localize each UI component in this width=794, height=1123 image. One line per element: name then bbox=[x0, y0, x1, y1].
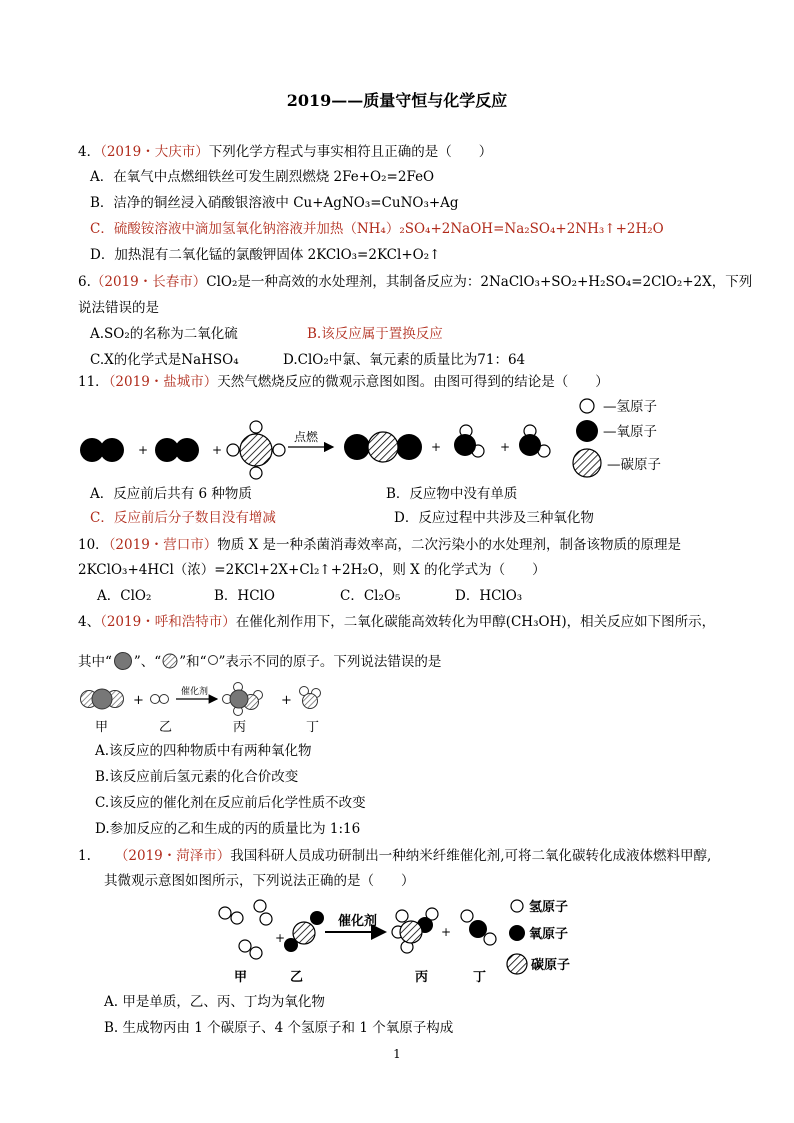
question-source: （2019・长春市） bbox=[90, 274, 207, 290]
question-10-stem-cont: 2KClO₃+4HCl（浓）=2KCl+2X+Cl₂↑+2H₂O，则 X 的化学式为（ ） bbox=[78, 562, 546, 578]
white-atom-icon bbox=[207, 654, 219, 666]
plus-sign: + bbox=[212, 443, 223, 457]
question-4b-stem bbox=[78, 613, 715, 631]
plus-sign: + bbox=[431, 440, 442, 454]
question-number: 6. bbox=[78, 274, 91, 290]
option-b: B．反应物中没有单质 bbox=[386, 486, 518, 502]
question-text: ClO₂是一种高效的水处理剂，其制备反应为：2NaClO₃+SO₂+H₂SO₄=2ClO₂+2X，下列 bbox=[206, 274, 753, 290]
option-d: D．加热混有二氧化锰的氯酸钾固体 2KClO₃=2KCl+O₂↑ bbox=[90, 247, 441, 263]
question-10-stem bbox=[78, 536, 681, 554]
legend-hydrogen: 氢原子 bbox=[529, 900, 569, 915]
question-text: 物质 X 是一种杀菌消毒效率高，二次污染小的水处理剂，制备该物质的原理是 bbox=[217, 537, 681, 553]
option-a: A．反应前后共有 6 种物质 bbox=[90, 486, 252, 502]
question-source: （2019・呼和浩特市） bbox=[100, 614, 236, 630]
page-title: 2019——质量守恒与化学反应 bbox=[286, 91, 508, 110]
option-c: C．反应前后分子数目没有增减 bbox=[90, 510, 276, 526]
carbon-atom-icon bbox=[573, 449, 601, 477]
option-b: B.该反应属于置换反应 bbox=[307, 326, 443, 342]
option-c: C.该反应的催化剂在反应前后化学性质不改变 bbox=[95, 795, 366, 811]
option-b: B．洁净的铜丝浸入硝酸银溶液中 Cu+AgNO₃=CuNO₃+Ag bbox=[90, 195, 459, 211]
plus-sign: + bbox=[133, 693, 144, 708]
oxygen-atom-icon bbox=[576, 420, 598, 442]
quote-sep: ”、“ bbox=[133, 654, 162, 670]
label-yi: 乙 bbox=[290, 970, 304, 985]
plus-sign: + bbox=[281, 693, 292, 708]
question-text: ”表示不同的原子。下列说法错误的是 bbox=[218, 654, 442, 670]
option-b: B．HClO bbox=[214, 588, 275, 604]
question-text: 我国科研人员成功研制出一种纳米纤维催化剂,可将二氧化碳转化成液体燃料甲醇, bbox=[230, 848, 712, 864]
label-jia: 甲 bbox=[95, 720, 109, 735]
label-ding: 丁 bbox=[306, 720, 320, 735]
question-11-stem bbox=[78, 373, 609, 391]
option-c: C.X的化学式是NaHSO₄ bbox=[90, 352, 239, 368]
option-a: A．ClO₂ bbox=[97, 588, 152, 604]
question-4b-stem-cont bbox=[78, 652, 441, 671]
quote-sep: ”和“ bbox=[179, 654, 207, 670]
legend-oxygen: 氧原子 bbox=[529, 927, 569, 942]
question-source: （2019・菏泽市） bbox=[114, 848, 231, 864]
option-b: B. 生成物丙由 1 个碳原子、4 个氢原子和 1 个氧原子构成 bbox=[104, 1020, 454, 1036]
question-4-stem bbox=[78, 143, 492, 161]
gray-atom-icon bbox=[112, 652, 134, 670]
methane-molecule-icon bbox=[227, 421, 285, 479]
methanol-synthesis-diagram bbox=[75, 680, 335, 738]
methanol-molecule-icon bbox=[392, 908, 438, 953]
hydrogen-atom-icon bbox=[580, 399, 594, 413]
option-c: C．硫酸铵溶液中滴加氢氧化钠溶液并加热（NH₄）₂SO₄+2NaOH=Na₂SO₄+2NH₃↑+2H₂O bbox=[90, 221, 664, 237]
question-text: 在催化剂作用下，二氧化碳能高效转化为甲醇(CH₃OH)，相关反应如下图所示， bbox=[235, 614, 716, 630]
oxygen-molecule-icon bbox=[80, 438, 124, 462]
page-number: 1 bbox=[393, 1047, 401, 1061]
quote-open: 其中“ bbox=[78, 654, 112, 670]
methane-combustion-diagram bbox=[70, 395, 710, 485]
question-number: 10． bbox=[78, 537, 109, 553]
arrow-label: 催化剂 bbox=[181, 687, 209, 697]
label-ding: 丁 bbox=[473, 970, 487, 985]
option-c: C．Cl₂O₅ bbox=[340, 588, 401, 604]
water-molecule-icon bbox=[461, 910, 496, 945]
carbon-dioxide-molecule-icon bbox=[284, 911, 324, 952]
water-molecule-icon bbox=[454, 425, 484, 457]
option-d: D．反应过程中共涉及三种氧化物 bbox=[394, 510, 594, 526]
hydrogen-molecule-icon bbox=[151, 695, 169, 704]
hydrogen-molecule-icon bbox=[239, 940, 262, 959]
co2-to-methanol-diagram bbox=[215, 892, 585, 987]
option-d: D.参加反应的乙和生成的丙的质量比为 1:16 bbox=[95, 821, 361, 837]
question-1-stem-cont: 其微观示意图如图所示，下列说法正确的是（ ） bbox=[104, 873, 415, 889]
plus-sign: + bbox=[441, 925, 452, 939]
hydrogen-molecule-icon bbox=[219, 907, 243, 924]
methanol-molecule-icon bbox=[223, 683, 263, 716]
plus-sign: + bbox=[138, 443, 149, 457]
question-source: （2019・营口市） bbox=[108, 537, 218, 553]
question-text: 下列化学方程式与事实相符且正确的是（ ） bbox=[208, 144, 493, 160]
option-b: B.该反应前后氢元素的化合价改变 bbox=[95, 769, 299, 785]
question-source: （2019・盐城市） bbox=[108, 374, 218, 390]
plus-sign: + bbox=[275, 931, 286, 945]
oxygen-atom-icon bbox=[509, 925, 525, 941]
carbon-atom-icon bbox=[507, 954, 527, 974]
water-molecule-icon bbox=[519, 425, 550, 457]
option-d: D．HClO₃ bbox=[455, 588, 523, 604]
question-number: 11． bbox=[78, 374, 109, 390]
water-molecule-icon bbox=[300, 687, 321, 709]
hatched-atom-icon bbox=[161, 653, 179, 669]
arrow-label: 催化剂 bbox=[338, 914, 378, 929]
legend-oxygen: —氧原子 bbox=[603, 424, 657, 440]
hydrogen-molecule-icon bbox=[254, 900, 272, 925]
option-a: A.SO₂的名称为二氧化硫 bbox=[90, 326, 238, 342]
legend-carbon: 碳原子 bbox=[531, 958, 571, 973]
carbon-dioxide-molecule-icon bbox=[81, 689, 124, 709]
legend-hydrogen: —氢原子 bbox=[603, 399, 657, 415]
legend-carbon: —碳原子 bbox=[607, 457, 661, 473]
label-bing: 丙 bbox=[233, 720, 247, 735]
option-a: A．在氧气中点燃细铁丝可发生剧烈燃烧 2Fe+O₂=2FeO bbox=[90, 169, 435, 185]
option-d: D.ClO₂中氯、氧元素的质量比为71：64 bbox=[283, 352, 526, 368]
question-source: （2019・大庆市） bbox=[100, 144, 209, 160]
oxygen-molecule-icon bbox=[155, 438, 199, 462]
question-1-stem bbox=[78, 847, 711, 865]
label-bing: 丙 bbox=[415, 970, 429, 985]
question-6-stem-cont: 说法错误的是 bbox=[78, 300, 159, 316]
label-jia: 甲 bbox=[234, 970, 248, 985]
question-number: 4． bbox=[78, 144, 101, 160]
hydrogen-atom-icon bbox=[511, 900, 523, 912]
question-6-stem bbox=[78, 273, 752, 291]
label-yi: 乙 bbox=[159, 720, 173, 735]
option-a: A.该反应的四种物质中有两种氧化物 bbox=[95, 743, 312, 759]
plus-sign: + bbox=[500, 440, 511, 454]
arrow-label: 点燃 bbox=[294, 430, 319, 444]
question-text: 天然气燃烧反应的微观示意图如图。由图可得到的结论是（ ） bbox=[217, 374, 609, 390]
carbon-dioxide-molecule-icon bbox=[344, 432, 422, 462]
option-a: A. 甲是单质，乙、丙、丁均为氧化物 bbox=[104, 994, 325, 1010]
question-number: 1. bbox=[78, 848, 91, 864]
question-number: 4、 bbox=[78, 614, 101, 630]
